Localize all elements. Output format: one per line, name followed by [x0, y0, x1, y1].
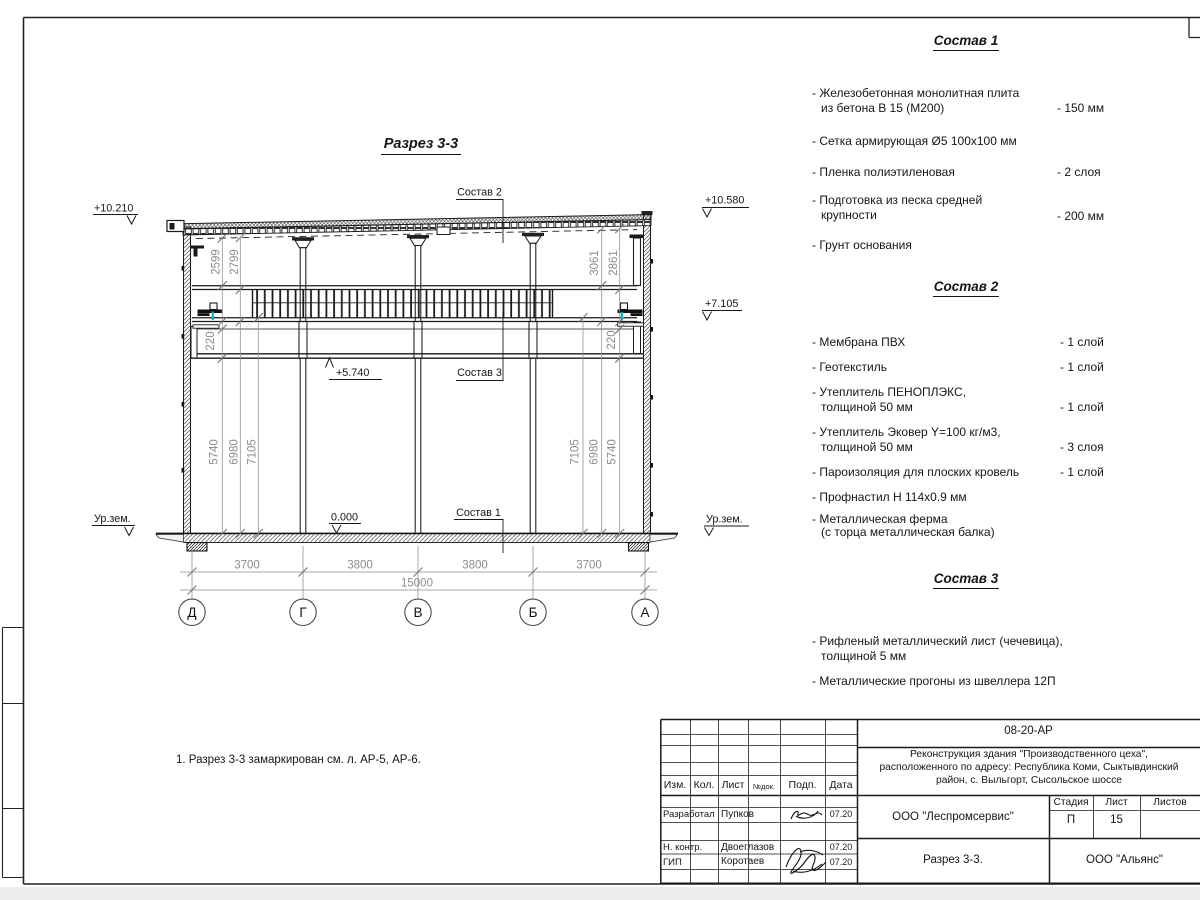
axis-label-a: А	[640, 605, 650, 620]
columns	[292, 233, 544, 534]
left-roof-bracket	[191, 246, 204, 249]
elev-truss: +7.105	[705, 298, 739, 310]
tb-col-list: Лист	[721, 779, 745, 791]
tb-stage-label: Стадия	[1053, 797, 1089, 808]
right-bearing-bracket	[618, 303, 644, 326]
dim-gap-left: 220	[205, 331, 217, 351]
tb-project-line1: Реконструкция здания "Производственного цеха",	[909, 749, 1149, 760]
tb-col-ndok: №док.	[753, 782, 775, 791]
dim-left-2: 6980	[228, 439, 241, 465]
right-wall	[644, 215, 651, 534]
tb-name-2: Двоеглазов	[721, 841, 775, 853]
list-item-value: - 2 слоя	[1057, 165, 1101, 179]
dim-left-top-1: 2599	[210, 249, 223, 275]
roof-curb-detail	[437, 227, 450, 235]
ground-label-left: Ур.зем.	[94, 513, 131, 525]
margin-boxes	[3, 628, 24, 878]
list-item: - Утеплитель Эковер Y=100 кг/м3,	[812, 425, 1001, 439]
list-item-value: - 3 слоя	[1060, 440, 1104, 454]
leader-label-sostav3: Состав 3	[457, 367, 502, 379]
elev-top-left: +10.210	[94, 202, 134, 215]
dim-right-1: 7105	[569, 439, 582, 465]
list-item: - Железобетонная монолитная плита	[812, 86, 1020, 100]
drawing-view-title: Разрез 3-3	[381, 136, 461, 155]
right-edge-beam	[634, 238, 641, 286]
tb-col-data: Дата	[829, 779, 853, 791]
list-item-line2: (с торца металлическая балка)	[821, 525, 995, 539]
tb-role-2: Н. контр.	[663, 842, 703, 853]
list-item: - Геотекстиль	[812, 360, 887, 374]
tb-project-line3: район, с. Выльгорт, Сысольское шоссе	[936, 775, 1122, 786]
axis-label-b: Б	[528, 605, 538, 620]
list-item: - Утеплитель ПЕНОПЛЭКС,	[812, 385, 967, 399]
dim-left-3: 7105	[246, 439, 259, 465]
dim-right-2: 6980	[588, 439, 601, 465]
list-item-value: - 1 слой	[1060, 400, 1104, 414]
axis-label-v: В	[413, 605, 423, 620]
list-item-line2: из бетона В 15 (М200)	[821, 101, 945, 115]
left-apron	[156, 534, 184, 542]
dim-total: 15000	[401, 577, 433, 590]
dim-gap-right: 220	[606, 330, 618, 350]
eaves-detail	[170, 223, 175, 230]
list-item-value: - 150 мм	[1057, 101, 1105, 115]
axis-bubbles	[179, 599, 658, 625]
list-item-value: - 1 слой	[1060, 465, 1104, 479]
elev-beam: +5.740	[336, 367, 370, 379]
list-item-value: - 1 слой	[1060, 335, 1104, 349]
tb-col-kol: Кол.	[693, 779, 715, 791]
axis-label-g: Г	[299, 605, 307, 620]
tb-role-3: ГИП	[663, 856, 682, 868]
tb-customer: ООО "Альянс"	[1086, 854, 1163, 866]
leader-label-sostav1: Состав 1	[456, 507, 501, 519]
tb-doc-title: Разрез 3-3.	[923, 854, 983, 866]
truss-verticals	[252, 290, 553, 318]
signature-razrabotal	[791, 811, 822, 819]
list-item-line2: толщиной 50 мм	[821, 440, 913, 454]
tb-name-3: Коротаев	[721, 856, 765, 867]
corner-box	[1189, 18, 1200, 38]
list1-title: Состав 1	[933, 33, 999, 51]
tb-sheet-value: 15	[1110, 813, 1123, 826]
dim-span-1: 3700	[234, 559, 260, 572]
leader-label-sostav2: Состав 2	[457, 186, 502, 199]
list-item: - Пароизоляция для плоских кровель	[812, 465, 1020, 479]
right-foundation	[629, 543, 649, 551]
left-pilaster	[191, 327, 197, 359]
dim-right-top-1: 3061	[589, 250, 601, 276]
tb-date-3: 07.20	[829, 856, 853, 867]
list-item: - Мембрана ПВХ	[812, 335, 906, 349]
list-item: - Профнастил Н 114х0.9 мм	[812, 490, 967, 504]
left-wall	[184, 227, 191, 534]
list2-title: Состав 2	[933, 279, 999, 297]
tb-document-code: 08-20-АР	[1004, 725, 1053, 737]
elev-floor: 0.000	[331, 511, 359, 524]
floor-slab	[184, 534, 651, 543]
tb-stage-value: П	[1066, 813, 1076, 826]
dim-span-4: 3700	[576, 559, 602, 572]
right-apron	[650, 534, 678, 542]
sheet-note: 1. Разрез 3-3 замаркирован см. л. АР-5, АР-6.	[176, 754, 421, 766]
axis-label-d: Д	[187, 605, 197, 620]
signatures	[786, 811, 826, 873]
dim-right-3: 5740	[606, 439, 619, 465]
right-pilaster	[634, 322, 641, 354]
tb-date-2: 07.20	[829, 842, 853, 852]
list-item: - Металлические прогоны из швеллера 12П	[812, 674, 1056, 688]
tb-date-1: 07.20	[829, 809, 853, 819]
list-item: - Рифленый металлический лист (чечевица),	[812, 634, 1063, 648]
dim-span-2: 3800	[347, 559, 373, 572]
list-item: - Металлическая ферма	[812, 512, 948, 526]
list-item: - Подготовка из песка средней	[812, 193, 983, 207]
left-roof-bracket-stub	[194, 249, 198, 257]
list-item-line2: толщиной 5 мм	[821, 649, 907, 663]
dim-left-1: 5740	[208, 439, 221, 465]
tb-col-izm: Изм.	[663, 779, 687, 791]
left-bearing-bracket	[193, 303, 223, 328]
tb-organization: ООО "Леспромсервис"	[892, 811, 1014, 823]
tb-role-1: Разработал	[663, 809, 715, 820]
dim-right-top-2: 2861	[608, 250, 620, 276]
left-foundation	[187, 543, 207, 551]
tb-project-line2: расположенного по адресу: Республика Коми, Сыктывдинский	[879, 762, 1179, 773]
sheet-bottom-edge	[0, 887, 1200, 900]
list-item-line2: крупности	[821, 208, 877, 222]
list-item-value: - 1 слой	[1060, 360, 1104, 374]
dim-span-3: 3800	[462, 559, 488, 572]
tb-sheet-label: Лист	[1105, 797, 1128, 808]
list-item-line2: толщиной 50 мм	[821, 400, 913, 414]
list-item-value: - 200 мм	[1057, 209, 1105, 223]
list-item: - Сетка армирующая Ø5 100х100 мм	[812, 134, 1017, 148]
dim-left-top-2: 2799	[229, 249, 241, 275]
tb-sheets-label: Листов	[1153, 797, 1187, 808]
list-item: - Грунт основания	[812, 238, 912, 252]
list3-title: Состав 3	[933, 571, 999, 589]
elev-top-right: +10.580	[705, 194, 745, 207]
tb-col-podp: Подп.	[788, 779, 817, 791]
list-item: - Пленка полиэтиленовая	[812, 165, 955, 179]
ground-label-right: Ур.зем.	[706, 513, 743, 526]
tb-name-1: Пупков	[721, 808, 754, 820]
